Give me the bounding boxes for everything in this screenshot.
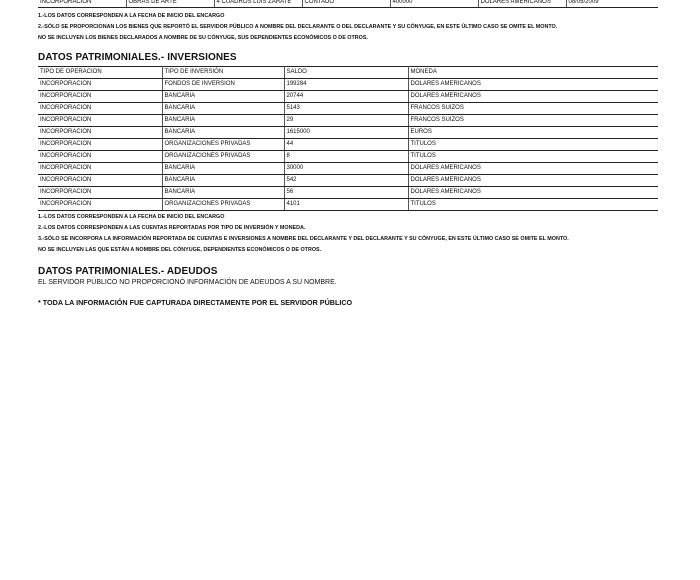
table-cell: INCORPORACION bbox=[38, 175, 162, 187]
table-cell: INCORPORACION bbox=[38, 187, 162, 199]
table-cell: 199284 bbox=[284, 79, 408, 91]
column-header: SALDO bbox=[284, 67, 408, 79]
table-cell: BANCARIA bbox=[162, 91, 284, 103]
table-cell: INCORPORACION bbox=[38, 139, 162, 151]
bienes-table bbox=[38, 0, 658, 8]
table-cell: 1615000 bbox=[284, 127, 408, 139]
table-cell: EUROS bbox=[408, 127, 658, 139]
table-cell: FRANCOS SUIZOS bbox=[408, 103, 658, 115]
table-row bbox=[38, 127, 658, 139]
table-cell: ORGANIZACIONES PRIVADAS bbox=[162, 151, 284, 163]
bienes-note-2: 2.-SÓLO SE PROPORCIONAN LOS BIENES QUE REPORTÓ EL SERVIDOR PÚBLICO A NOMBRE DEL DECLARANTE O DEL DECLARANTE Y SU CÓNYUGE, EN ESTE ÚLTIMO CASO SE OMITE EL MONTO. bbox=[38, 24, 558, 30]
table-cell: OBRAS DE ARTE bbox=[126, 0, 214, 8]
table-row bbox=[38, 163, 658, 175]
table-row bbox=[38, 151, 658, 163]
table-cell: TITULOS bbox=[408, 151, 658, 163]
table-cell: INCORPORACION bbox=[38, 151, 162, 163]
inversiones-note-3: 3.-SÓLO SE INCORPORA LA INFORMACIÓN REPORTADA DE CUENTAS E INVERSIONES A NOMBRE DEL DECLARANTE Y DEL DECLARANTE Y SU CÓNYUGE, EN ESTE ÚLTIMO CASO SE OMITE EL MONTO. bbox=[38, 236, 569, 242]
table-row bbox=[38, 0, 658, 8]
table-cell: 400000 bbox=[390, 0, 478, 8]
inversiones-note-1: 1.-LOS DATOS CORRESPONDEN A LA FECHA DE INICIO DEL ENCARGO bbox=[38, 214, 225, 220]
table-cell: BANCARIA bbox=[162, 103, 284, 115]
table-cell: INCORPORACION bbox=[38, 115, 162, 127]
table-row bbox=[38, 79, 658, 91]
inversiones-table bbox=[38, 66, 658, 211]
table-row bbox=[38, 91, 658, 103]
table-cell: BANCARIA bbox=[162, 187, 284, 199]
table-cell: INCORPORACION bbox=[38, 127, 162, 139]
table-cell: TITULOS bbox=[408, 139, 658, 151]
table-row bbox=[38, 103, 658, 115]
table-cell: 5143 bbox=[284, 103, 408, 115]
table-row bbox=[38, 139, 658, 151]
table-cell: INCORPORACION bbox=[38, 103, 162, 115]
table-header-row bbox=[38, 67, 658, 79]
table-cell: DOLARES AMERICANOS bbox=[408, 187, 658, 199]
table-cell: BANCARIA bbox=[162, 175, 284, 187]
table-cell: 56 bbox=[284, 187, 408, 199]
table-cell: INCORPORACION bbox=[38, 199, 162, 211]
table-cell: 29 bbox=[284, 115, 408, 127]
table-cell: TITULOS bbox=[408, 199, 658, 211]
table-cell: INCORPORACION bbox=[38, 0, 126, 8]
table-cell: BANCARIA bbox=[162, 115, 284, 127]
table-cell: INCORPORACION bbox=[38, 91, 162, 103]
table-cell: 08/05/2009 bbox=[566, 0, 658, 8]
inversiones-note-2: 2.-LOS DATOS CORRESPONDEN A LAS CUENTAS REPORTADAS POR TIPO DE INVERSIÓN Y MONEDA. bbox=[38, 225, 306, 231]
bienes-note-3: NO SE INCLUYEN LOS BIENES DECLARADOS A NOMBRE DE SU CÓNYUGE, SUS DEPENDIENTES ECONÓMICOS O DE OTROS. bbox=[38, 35, 368, 41]
table-row bbox=[38, 115, 658, 127]
column-header: TIPO DE OPERACION bbox=[38, 67, 162, 79]
table-cell: FONDOS DE INVERSION bbox=[162, 79, 284, 91]
table-row bbox=[38, 199, 658, 211]
table-cell: 542 bbox=[284, 175, 408, 187]
table-row bbox=[38, 187, 658, 199]
inversiones-title: DATOS PATRIMONIALES.- INVERSIONES bbox=[38, 52, 237, 63]
table-cell: 4 CUADROS LUIS ZARATE bbox=[214, 0, 302, 8]
table-cell: FRANCOS SUIZOS bbox=[408, 115, 658, 127]
table-cell: 4101 bbox=[284, 199, 408, 211]
table-cell: DOLARES AMERICANOS bbox=[408, 79, 658, 91]
inversiones-note-4: NO SE INCLUYEN LAS QUE ESTÁN A NOMBRE DEL CÓNYUGE, DEPENDIENTES ECONÓMICOS O DE OTROS. bbox=[38, 247, 322, 253]
table-cell: DOLARES AMERICANOS bbox=[408, 91, 658, 103]
table-cell: CONTADO bbox=[302, 0, 390, 8]
table-cell: INCORPORACION bbox=[38, 79, 162, 91]
document-page bbox=[38, 0, 658, 307]
table-cell: BANCARIA bbox=[162, 127, 284, 139]
table-cell: 20744 bbox=[284, 91, 408, 103]
table-cell: 8 bbox=[284, 151, 408, 163]
bienes-note-1: 1.-LOS DATOS CORRESPONDEN A LA FECHA DE INICIO DEL ENCARGO bbox=[38, 13, 225, 19]
footer-note: * TODA LA INFORMACIÓN FUE CAPTURADA DIRECTAMENTE POR EL SERVIDOR PÚBLICO bbox=[38, 298, 353, 307]
table-cell: DOLARES AMERICANOS bbox=[408, 175, 658, 187]
table-cell: ORGANIZACIONES PRIVADAS bbox=[162, 199, 284, 211]
table-row bbox=[38, 175, 658, 187]
table-cell: DOLARES AMERICANOS bbox=[478, 0, 566, 8]
table-cell: 30000 bbox=[284, 163, 408, 175]
adeudos-title: DATOS PATRIMONIALES.- ADEUDOS bbox=[38, 266, 218, 277]
column-header: TIPO DE INVERSIÓN bbox=[162, 67, 284, 79]
column-header: MONEDA bbox=[408, 67, 658, 79]
adeudos-text: EL SERVIDOR PÚBLICO NO PROPORCIONÓ INFORMACIÓN DE ADEUDOS A SU NOMBRE. bbox=[38, 279, 337, 286]
table-cell: ORGANIZACIONES PRIVADAS bbox=[162, 139, 284, 151]
table-cell: DOLARES AMERICANOS bbox=[408, 163, 658, 175]
table-cell: INCORPORACION bbox=[38, 163, 162, 175]
table-cell: BANCARIA bbox=[162, 163, 284, 175]
table-cell: 44 bbox=[284, 139, 408, 151]
